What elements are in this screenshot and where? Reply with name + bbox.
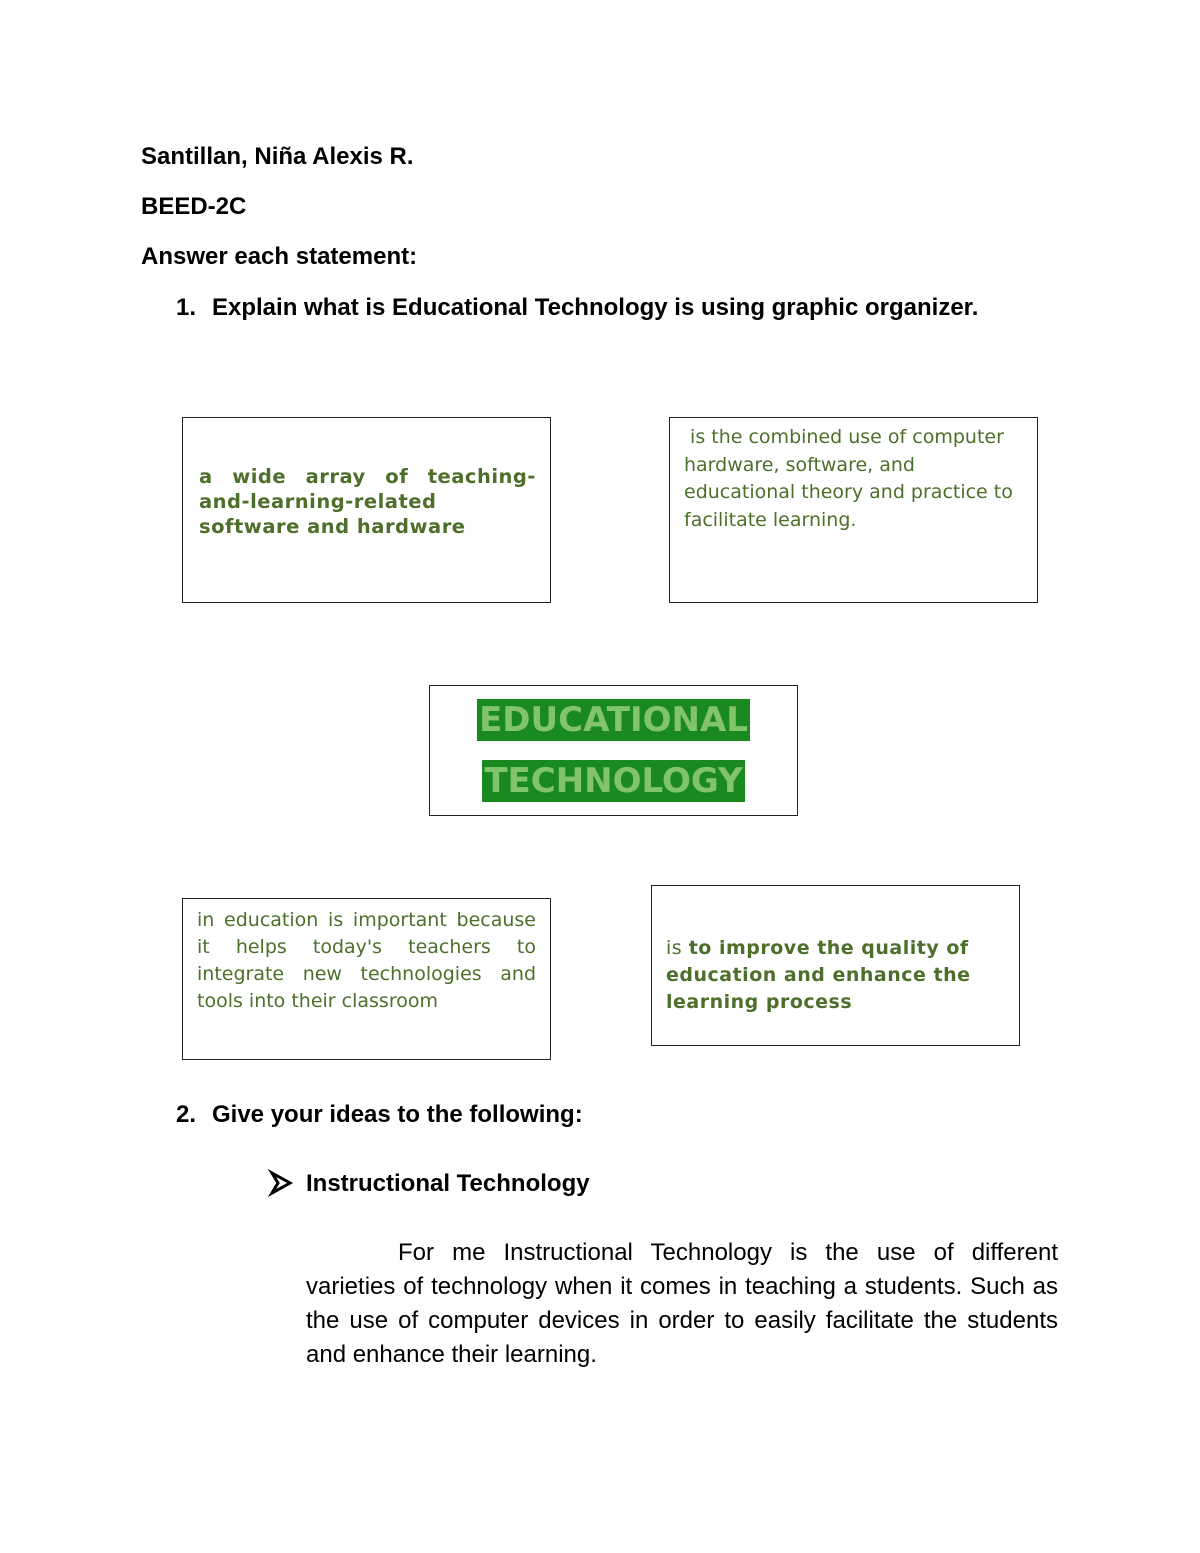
section-label: BEED-2C [141, 193, 247, 220]
organizer-box-top-right [669, 417, 1038, 603]
organizer-center-box [429, 685, 798, 816]
organizer-text-top-right: is the combined use of computer hardware, software, and educational theory and practice to facilitate learning. [684, 426, 1019, 531]
organizer-text-bottom-right: to improve the quality of education and enhance the learning process [666, 937, 971, 1013]
organizer-text-bottom-left: in education is important because it helps today's teachers to integrate new technologies and tools into their classroom [197, 909, 536, 1012]
organizer-box-top-left [182, 417, 551, 603]
instruction-text: Answer each statement: [141, 243, 418, 270]
organizer-box-bottom-right [651, 885, 1020, 1046]
question-2-text: Give your ideas to the following: [212, 1101, 583, 1128]
arrowhead-bullet-icon [268, 1169, 294, 1197]
organizer-text-top-left: a wide array of teaching-and-learning-related software and hardware [199, 465, 536, 538]
question-2-number: 2. [176, 1101, 197, 1128]
student-name: Santillan, Niña Alexis R. [141, 143, 414, 170]
organizer-box-bottom-left [182, 898, 551, 1060]
organizer-text-bottom-right-wrapper [666, 935, 1005, 1016]
organizer-text-bottom-right-prefix: is [666, 937, 689, 959]
subheading-instructional-technology: Instructional Technology [306, 1170, 590, 1197]
question-1-text: Explain what is Educational Technology is using graphic organizer. [212, 294, 979, 321]
answer-text: For me Instructional Technology is the use of different varieties of technology when it comes in teaching a students. Such as the use of computer devices in order to easily facilitate the students and enhance their learning. [306, 1239, 1058, 1368]
instructional-technology-answer [306, 1236, 1058, 1372]
organizer-center-line2: TECHNOLOGY [484, 761, 743, 801]
question-1-number: 1. [176, 294, 197, 321]
organizer-center-line1: EDUCATIONAL [479, 700, 748, 740]
